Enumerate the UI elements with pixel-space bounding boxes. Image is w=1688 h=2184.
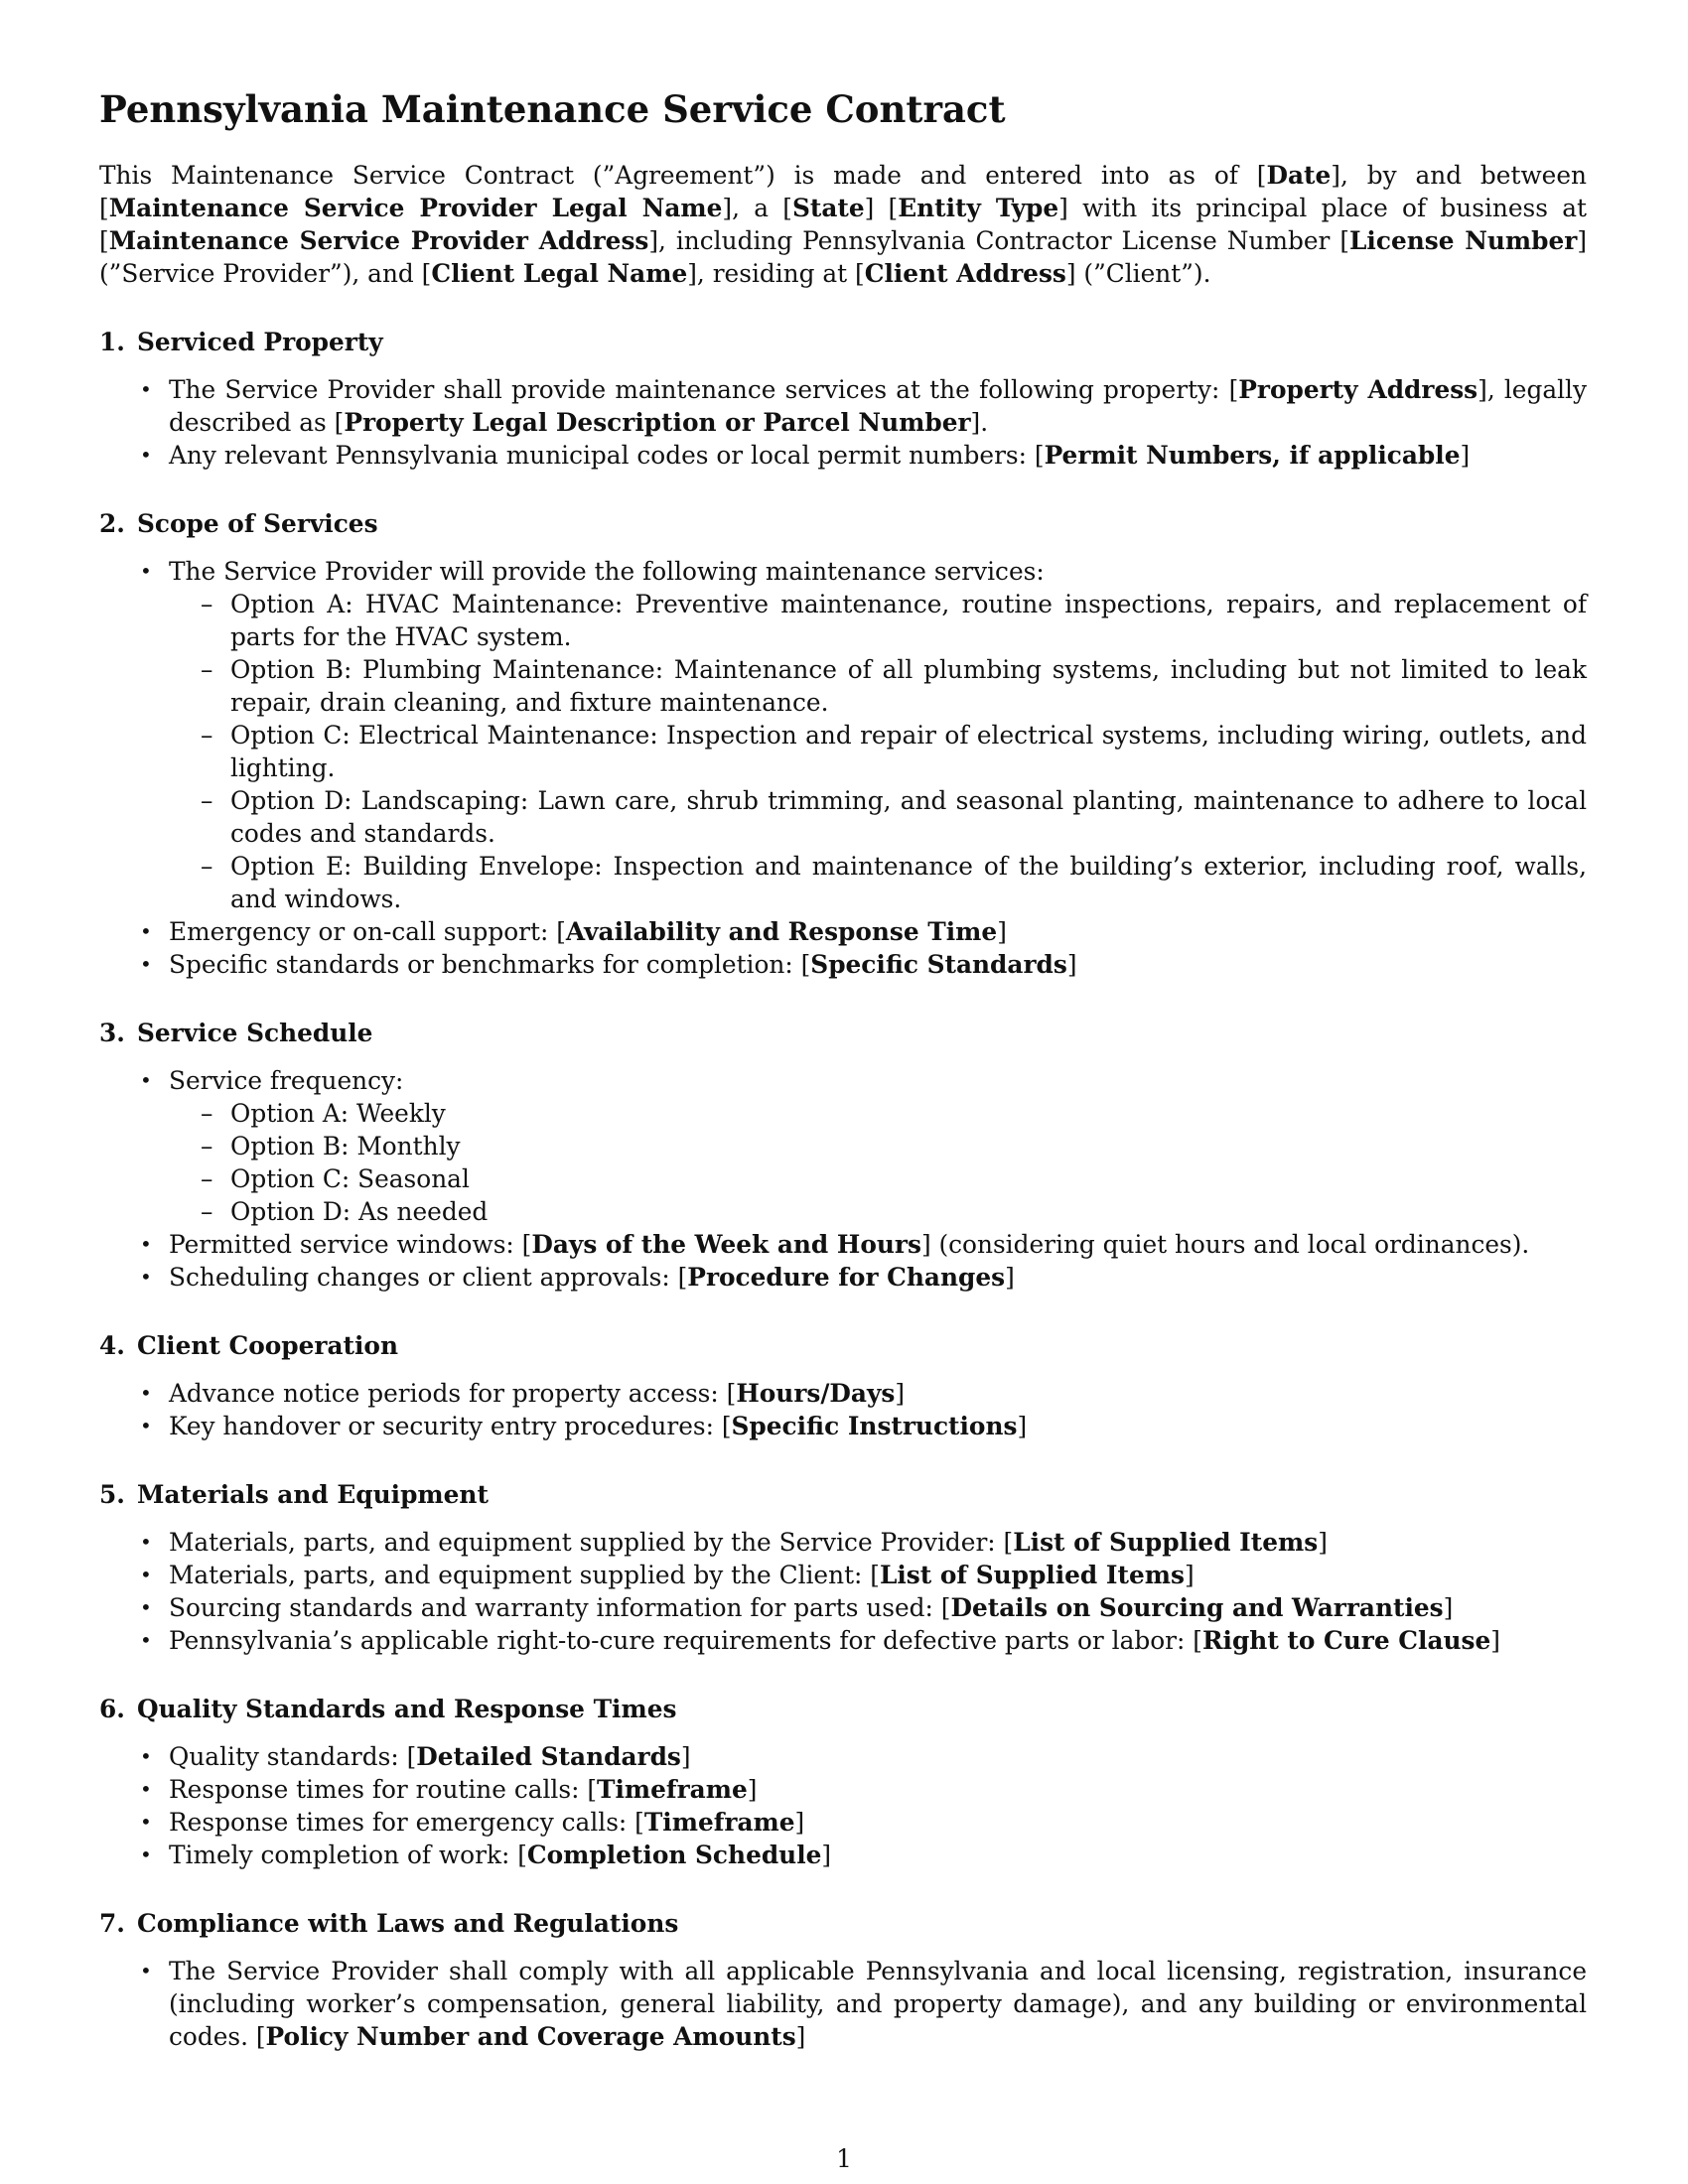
section-title: Materials and Equipment	[137, 1480, 489, 1509]
sub-list-item: – Option B: Monthly	[169, 1130, 1587, 1162]
section-serviced-property	[99, 326, 1587, 472]
placeholder-field: Days of the Week and Hours	[531, 1230, 921, 1259]
placeholder-license-number: License Number	[1349, 226, 1578, 255]
intro-text: ], by and between [	[99, 161, 1587, 222]
section-materials-and-equipment	[99, 1478, 1587, 1657]
placeholder-field: Specific Instructions	[731, 1412, 1018, 1440]
section-number: 1.	[99, 328, 125, 356]
section-number: 5.	[99, 1480, 125, 1509]
section-title: Service Schedule	[137, 1019, 373, 1047]
list-item: • The Service Provider will provide the following maintenance services: – Option A: HVAC Maintenance: Preventive maintenance, routine inspections, repairs, and replacement of parts for the HVAC system. – Option B: Plumbing Maintenance: Maintenance of all plumbing systems, including but not limited to leak repair, drain cleaning, and fixture maintenance. – Option C: Electrical Maintenance: Inspection and repair of electrical systems, including wiring, outlets, and lighting. – Option D: Landscaping: Lawn care, shrub trimming, and seasonal planting, maintenance to adhere to local codes and standards. – Option E: Building Envelope: Inspection and maintenance of the building’s exterior, including roof, walls, and windows.	[99, 555, 1587, 915]
sub-list-item: – Option D: Landscaping: Lawn care, shrub trimming, and seasonal planting, maintenance to adhere to local codes and standards.	[169, 784, 1587, 850]
list-item: • Service frequency: – Option A: Weekly – Option B: Monthly – Option C: Seasonal – Option D: As needed	[99, 1064, 1587, 1228]
section-quality-standards	[99, 1693, 1587, 1871]
placeholder-field: Details on Sourcing and Warranties	[950, 1593, 1444, 1622]
list-item: • The Service Provider shall comply with all applicable Pennsylvania and local licensing, registration, insurance (including worker’s compensation, general liability, and property damage), and any building or environmental codes. [Policy Number and Coverage Amounts]	[99, 1955, 1587, 2053]
section-number: 2.	[99, 509, 125, 538]
section-number: 6.	[99, 1695, 125, 1723]
placeholder-field: Timeframe	[643, 1808, 795, 1837]
list-item: • Materials, parts, and equipment supplied by the Client: [List of Supplied Items]	[99, 1559, 1587, 1591]
placeholder-state: State	[791, 194, 865, 222]
placeholder-field: List of Supplied Items	[879, 1561, 1185, 1589]
placeholder-field: Availability and Response Time	[565, 917, 998, 946]
intro-paragraph	[99, 159, 1587, 290]
placeholder-field: Permit Numbers, if applicable	[1044, 441, 1461, 470]
placeholder-field: Procedure for Changes	[687, 1263, 1006, 1292]
list-item: • Emergency or on-call support: [Availability and Response Time]	[99, 915, 1587, 948]
placeholder-field: Hours/Days	[736, 1379, 896, 1408]
placeholder-field: Detailed Standards	[416, 1742, 681, 1771]
section-heading	[99, 1329, 1587, 1362]
placeholder-provider-address: Maintenance Service Provider Address	[108, 226, 649, 255]
section-heading	[99, 326, 1587, 358]
section-heading	[99, 1693, 1587, 1725]
section-number: 7.	[99, 1909, 125, 1938]
placeholder-field: Property Legal Description or Parcel Number	[344, 408, 971, 437]
section-number: 4.	[99, 1331, 125, 1360]
list-item: • Sourcing standards and warranty information for parts used: [Details on Sourcing and Warranties]	[99, 1591, 1587, 1624]
sub-list-item: – Option A: Weekly	[169, 1097, 1587, 1130]
section-scope-of-services	[99, 507, 1587, 981]
list-item: • The Service Provider shall provide maintenance services at the following property: [Property Address], legally described as [Property Legal Description or Parcel Number].	[99, 373, 1587, 439]
section-heading	[99, 1478, 1587, 1511]
sub-list-item: – Option C: Seasonal	[169, 1162, 1587, 1195]
placeholder-date: Date	[1266, 161, 1332, 190]
list-item: • Response times for routine calls: [Timeframe]	[99, 1773, 1587, 1806]
section-title: Serviced Property	[137, 328, 383, 356]
intro-text: ] with its principal place of business at [	[99, 194, 1587, 255]
page-number: 1	[836, 2144, 852, 2173]
section-title: Compliance with Laws and Regulations	[137, 1909, 679, 1938]
placeholder-field: Specific Standards	[810, 950, 1067, 979]
placeholder-client-address: Client Address	[864, 259, 1066, 288]
list-item: • Pennsylvania’s applicable right-to-cure requirements for defective parts or labor: [Right to Cure Clause]	[99, 1624, 1587, 1657]
section-heading	[99, 1017, 1587, 1049]
list-item: • Timely completion of work: [Completion Schedule]	[99, 1839, 1587, 1871]
section-client-cooperation	[99, 1329, 1587, 1442]
section-title: Scope of Services	[137, 509, 378, 538]
intro-text: ] (”Client”).	[1065, 259, 1211, 288]
placeholder-field: Policy Number and Coverage Amounts	[265, 2022, 796, 2051]
intro-text: ], a [	[722, 194, 792, 222]
section-heading	[99, 1907, 1587, 1940]
intro-text: ], residing at [	[687, 259, 865, 288]
placeholder-field: List of Supplied Items	[1013, 1528, 1319, 1557]
placeholder-field: Right to Cure Clause	[1201, 1626, 1491, 1655]
document-title: Pennsylvania Maintenance Service Contract	[99, 87, 1006, 131]
list-item: • Specific standards or benchmarks for completion: [Specific Standards]	[99, 948, 1587, 981]
placeholder-field: Property Address	[1238, 375, 1478, 404]
list-item: • Permitted service windows: [Days of the Week and Hours] (considering quiet hours and local ordinances).	[99, 1228, 1587, 1261]
placeholder-entity-type: Entity Type	[898, 194, 1059, 222]
sub-list-item: – Option C: Electrical Maintenance: Inspection and repair of electrical systems, including wiring, outlets, and lighting.	[169, 719, 1587, 784]
section-compliance	[99, 1907, 1587, 2053]
intro-text: ], including Pennsylvania Contractor License Number [	[648, 226, 1349, 255]
section-service-schedule	[99, 1017, 1587, 1294]
sub-list-item: – Option E: Building Envelope: Inspection and maintenance of the building’s exterior, including roof, walls, and windows.	[169, 850, 1587, 915]
section-heading	[99, 507, 1587, 540]
list-item: • Advance notice periods for property access: [Hours/Days]	[99, 1377, 1587, 1410]
section-title: Quality Standards and Response Times	[137, 1695, 677, 1723]
section-number: 3.	[99, 1019, 125, 1047]
list-item: • Scheduling changes or client approvals: [Procedure for Changes]	[99, 1261, 1587, 1294]
intro-text: ] (”Service Provider”), and [	[99, 226, 1587, 288]
document-page	[99, 85, 1587, 2053]
placeholder-field: Completion Schedule	[526, 1841, 822, 1869]
list-item: • Response times for emergency calls: [Timeframe]	[99, 1806, 1587, 1839]
section-title: Client Cooperation	[137, 1331, 398, 1360]
sub-list-item: – Option D: As needed	[169, 1195, 1587, 1228]
list-item: • Materials, parts, and equipment supplied by the Service Provider: [List of Supplied Items]	[99, 1526, 1587, 1559]
placeholder-client-name: Client Legal Name	[431, 259, 688, 288]
intro-text: This Maintenance Service Contract (”Agreement”) is made and entered into as of [	[99, 161, 1267, 190]
list-item: • Key handover or security entry procedures: [Specific Instructions]	[99, 1410, 1587, 1442]
placeholder-provider-name: Maintenance Service Provider Legal Name	[108, 194, 723, 222]
intro-text: ] [	[864, 194, 899, 222]
placeholder-field: Timeframe	[597, 1775, 748, 1804]
list-item: • Quality standards: [Detailed Standards]	[99, 1740, 1587, 1773]
sub-list-item: – Option A: HVAC Maintenance: Preventive maintenance, routine inspections, repairs, and replacement of parts for the HVAC system.	[169, 588, 1587, 653]
sub-list-item: – Option B: Plumbing Maintenance: Maintenance of all plumbing systems, including but not limited to leak repair, drain cleaning, and fixture maintenance.	[169, 653, 1587, 719]
list-item: • Any relevant Pennsylvania municipal codes or local permit numbers: [Permit Numbers, if applicable]	[99, 439, 1587, 472]
